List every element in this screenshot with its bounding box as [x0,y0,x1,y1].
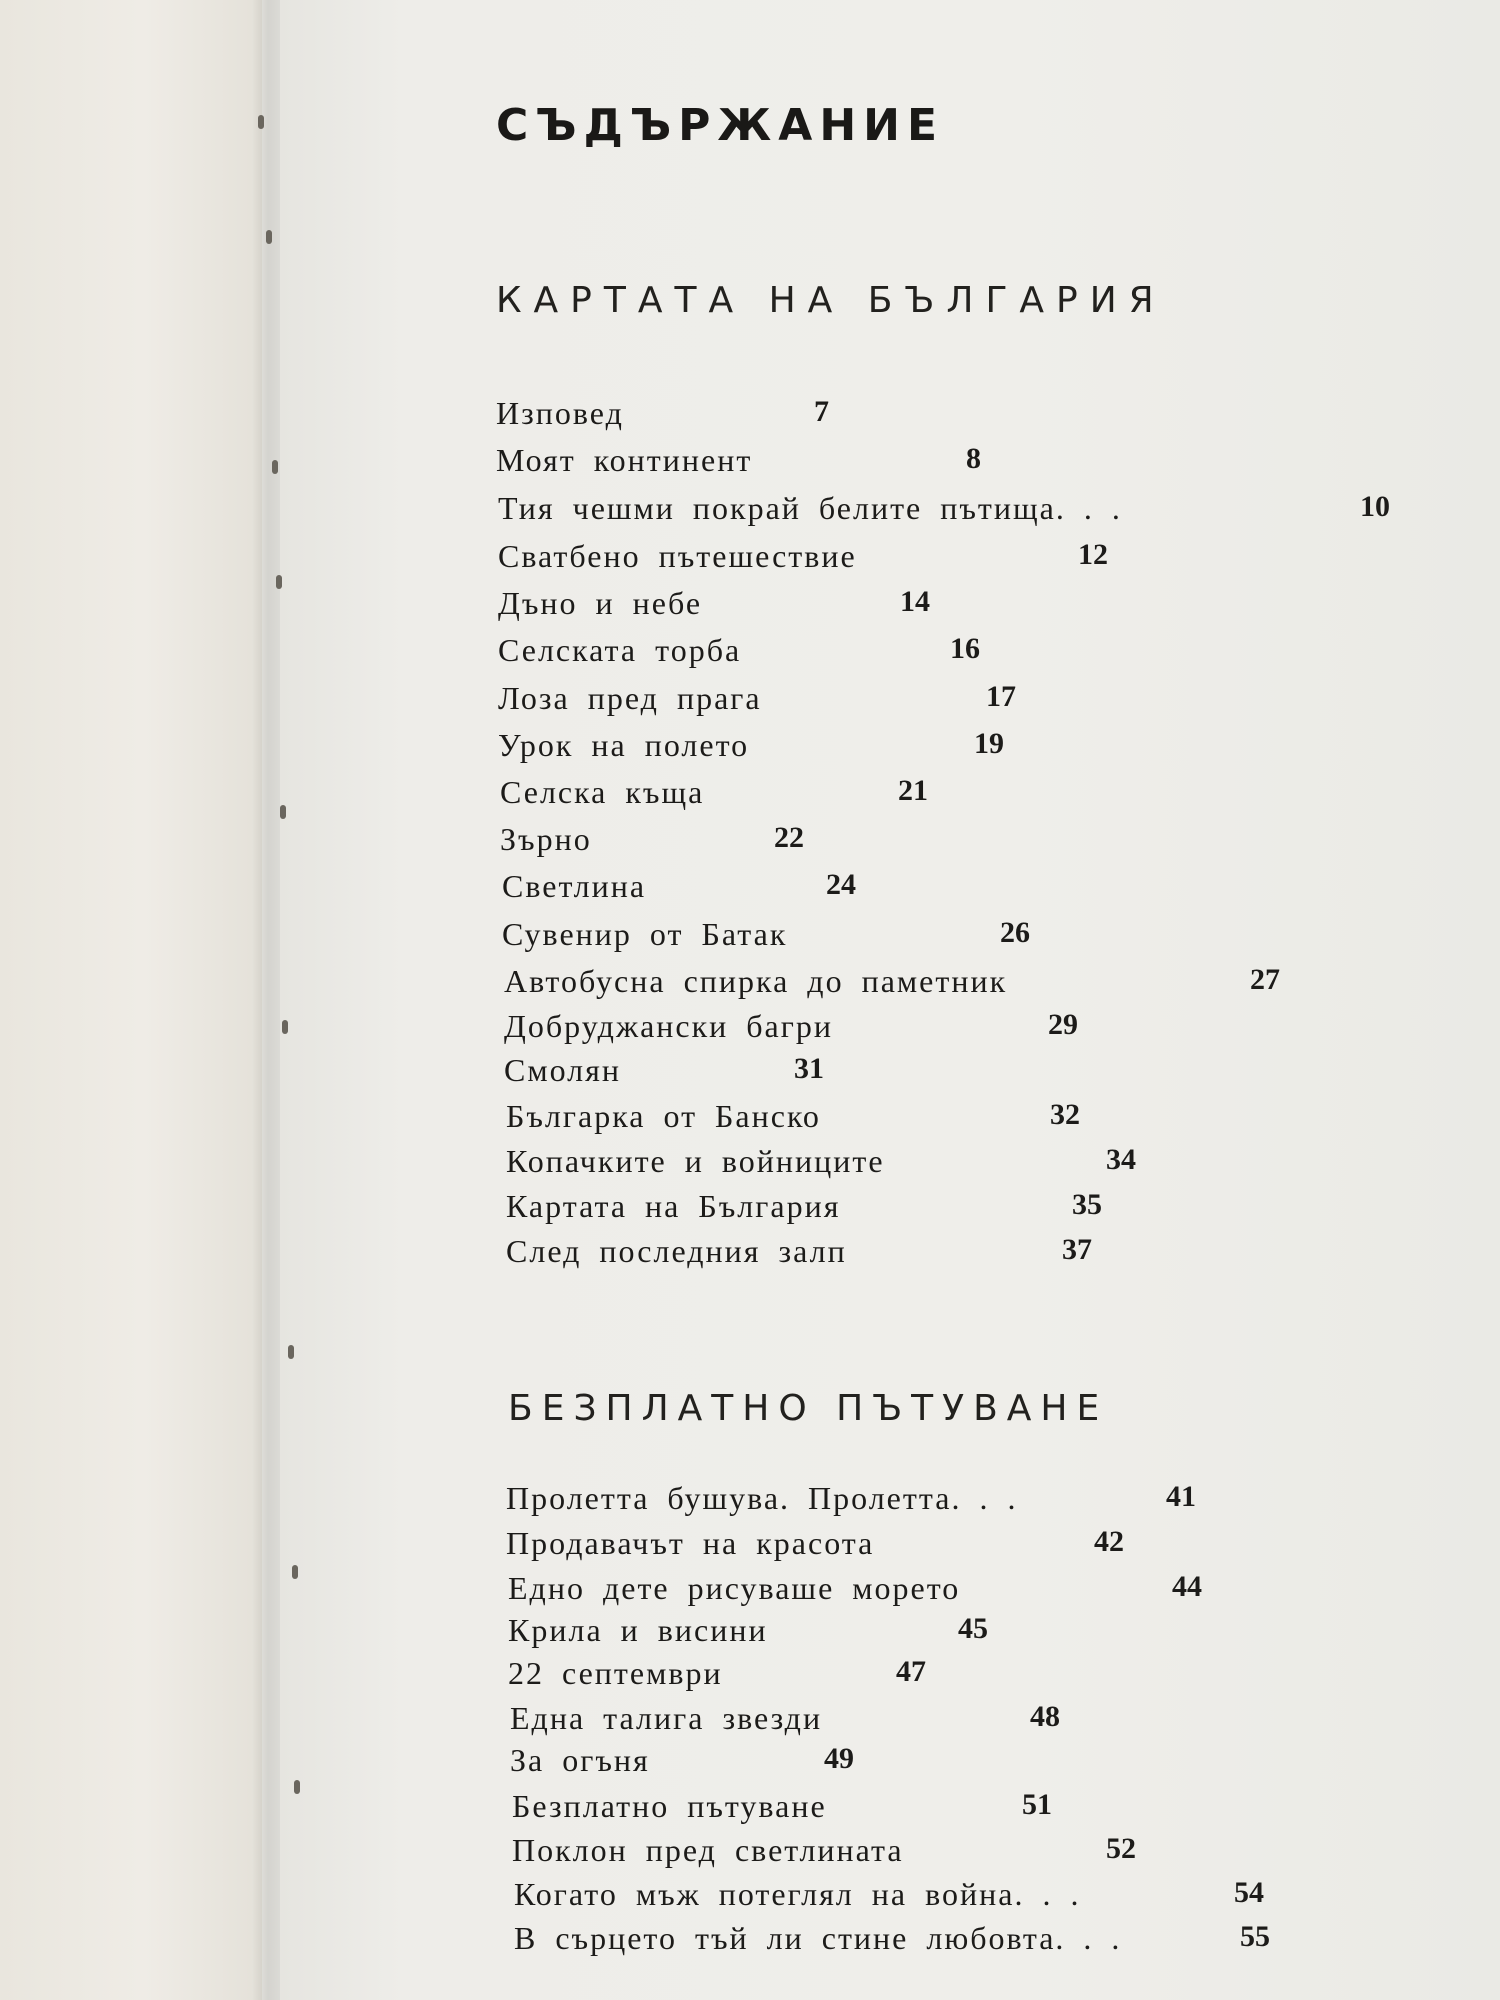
entry-page-number: 45 [958,1612,988,1645]
entry-title: Селската торба [498,632,742,668]
entry-title: Безплатно пътуване [512,1788,827,1824]
entry-page-number: 27 [1250,963,1280,996]
entry-page-number: 49 [824,1742,854,1775]
entry-page-number: 55 [1240,1920,1270,1953]
entry-page-number: 19 [974,727,1004,760]
entry-title: Изповед [496,395,624,431]
entry-page-number: 17 [986,680,1016,713]
entry-title: Поклон пред светлината [512,1832,904,1868]
entry-page-number: 34 [1106,1143,1136,1176]
entry-page-number: 21 [898,774,928,807]
entry-title: Селска къща [500,774,705,810]
entry-page-number: 47 [896,1655,926,1688]
entry-page-number: 29 [1048,1008,1078,1041]
entry-page-number: 41 [1166,1480,1196,1513]
entry-title: Когато мъж потеглял на война. . . [514,1876,1081,1912]
entry-page-number: 22 [774,821,804,854]
entry-page-number: 37 [1062,1233,1092,1266]
entry-title: Автобусна спирка до паметник [504,963,1008,999]
entry-page-number: 8 [966,442,981,475]
entry-title: Сувенир от Батак [502,916,788,952]
entry-page-number: 54 [1234,1876,1264,1909]
section-heading-2: БЕЗПЛАТНО ПЪТУВАНЕ [508,1388,1109,1429]
entry-page-number: 48 [1030,1700,1060,1733]
entry-title: Лоза пред прага [498,680,762,716]
entry-page-number: 31 [794,1052,824,1085]
entry-title: Моят континент [496,442,753,478]
entry-title: Българка от Банско [506,1098,821,1134]
entry-page-number: 51 [1022,1788,1052,1821]
entry-title: Тия чешми покрай белите пътища. . . [498,490,1122,526]
entry-title: Зърно [500,821,592,857]
entry-page-number: 52 [1106,1832,1136,1865]
entry-page-number: 44 [1172,1570,1202,1603]
entry-page-number: 10 [1360,490,1390,523]
entry-page-number: 24 [826,868,856,901]
entry-title: Една талига звезди [510,1700,823,1736]
entry-title: Дъно и небе [498,585,703,621]
entry-title: Едно дете рисуваше морето [508,1570,961,1606]
entry-page-number: 7 [814,395,829,428]
entry-title: 22 септември [508,1655,723,1691]
entry-title: Картата на България [506,1188,841,1224]
entry-title: Урок на полето [498,727,750,763]
section-heading-1: КАРТАТА НА БЪЛГАРИЯ [496,280,1166,321]
entry-title: Крила и висини [508,1612,768,1648]
entry-title: Пролетта бушува. Пролетта. . . [506,1480,1018,1516]
entry-page-number: 32 [1050,1098,1080,1131]
entry-title: В сърцето тъй ли стине любовта. . . [514,1920,1122,1956]
entry-page-number: 42 [1094,1525,1124,1558]
entry-title: Копачките и войниците [506,1143,885,1179]
entry-page-number: 12 [1078,538,1108,571]
entry-title: За огъня [510,1742,650,1778]
entry-page-number: 26 [1000,916,1030,949]
entry-title: Сватбено пътешествие [498,538,857,574]
entry-page-number: 14 [900,585,930,618]
entry-title: Добруджански багри [504,1008,833,1044]
entry-title: Светлина [502,868,647,904]
page-title: СЪДЪРЖАНИЕ [496,100,945,151]
entry-page-number: 16 [950,632,980,665]
entry-title: Продавачът на красота [506,1525,875,1561]
entry-title: След последния залп [506,1233,847,1269]
entry-title: Смолян [504,1052,621,1088]
entry-page-number: 35 [1072,1188,1102,1221]
left-page [0,0,262,2000]
